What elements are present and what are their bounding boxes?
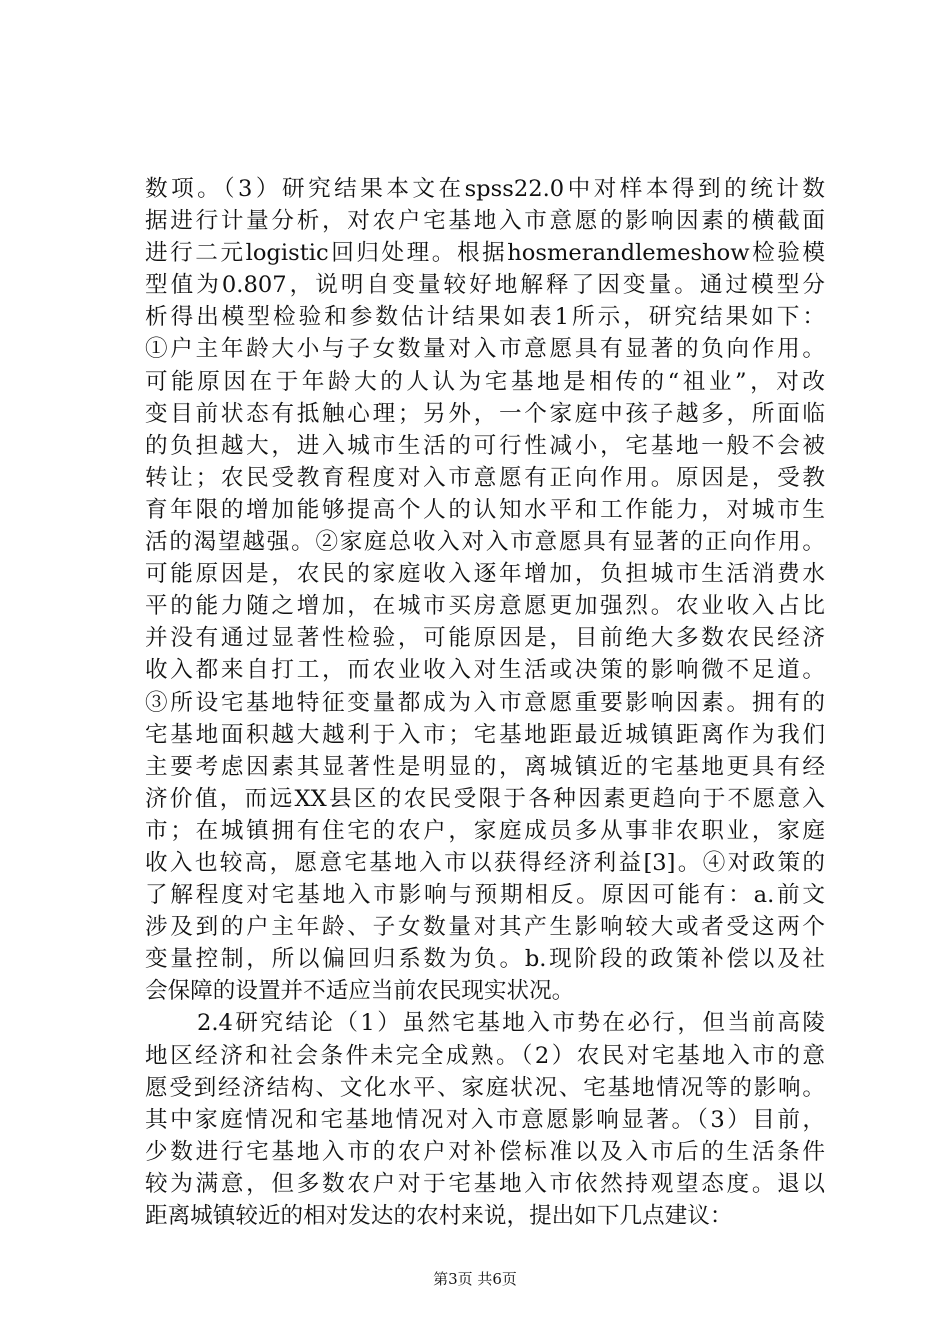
text-line: 进行二元logistic回归处理。根据hosmerandlemeshow检验模 [145,240,825,267]
text-line: 平的能力随之增加，在城市买房意愿更加强烈。农业收入占比 [145,593,825,620]
text-line: 愿受到经济结构、文化水平、家庭状况、宅基地情况等的影响。 [145,1074,825,1101]
text-line: 涉及到的户主年龄、子女数量对其产生影响较大或者受这两个 [145,914,825,941]
text-line: 数项。（3）研究结果本文在spss22.0中对样本得到的统计数 [145,176,825,202]
text-line: 市；在城镇拥有住宅的农户，家庭成员多从事非农职业，家庭 [145,817,825,844]
text-line: 其中家庭情况和宅基地情况对入市意愿影响显著。（3）目前， [145,1106,825,1133]
text-line: 析得出模型检验和参数估计结果如表1所示，研究结果如下： [145,304,825,331]
text-line: 少数进行宅基地入市的农户对补偿标准以及入市后的生活条件 [145,1138,825,1165]
text-line: 宅基地面积越大越利于入市；宅基地距最近城镇距离作为我们 [145,721,825,748]
text-line: 可能原因是，农民的家庭收入逐年增加，负担城市生活消费水 [145,561,825,588]
body-text [145,173,825,1232]
page-footer [0,1268,950,1289]
text-line: 并没有通过显著性检验，可能原因是，目前绝大多数农民经济 [145,625,825,652]
text-line: 了解程度对宅基地入市影响与预期相反。原因可能有：a.前文 [145,882,825,909]
text-line: 育年限的增加能够提高个人的认知水平和工作能力，对城市生 [145,496,825,523]
text-line: 转让；农民受教育程度对入市意愿有正向作用。原因是，受教 [145,464,825,491]
page-number: 第3页 共6页 [433,1270,517,1288]
text-line: 变目前状态有抵触心理；另外，一个家庭中孩子越多，所面临 [145,400,825,427]
text-line: 收入都来自打工，而农业收入对生活或决策的影响微不足道。 [145,657,825,684]
text-line: 距离城镇较近的相对发达的农村来说，提出如下几点建议： [145,1203,733,1229]
text-line: 据进行计量分析，对农户宅基地入市意愿的影响因素的横截面 [145,208,825,235]
section-heading-line: 2.4研究结论（1）虽然宅基地入市势在必行，但当前高陵 [197,1010,825,1037]
text-line: 收入也较高，愿意宅基地入市以获得经济利益[3]。④对政策的 [145,849,825,876]
text-line: 的负担越大，进入城市生活的可行性减小，宅基地一般不会被 [145,432,825,459]
text-line: 地区经济和社会条件未完全成熟。（2）农民对宅基地入市的意 [145,1042,825,1069]
text-line: 活的渴望越强。②家庭总收入对入市意愿具有显著的正向作用。 [145,529,825,556]
text-line: 型值为0.807，说明自变量较好地解释了因变量。通过模型分 [145,272,825,299]
text-line: 变量控制，所以偏回归系数为负。b.现阶段的政策补偿以及社 [145,946,825,973]
text-line: 较为满意，但多数农户对于宅基地入市依然持观望态度。退以 [145,1170,825,1197]
text-line: ③所设宅基地特征变量都成为入市意愿重要影响因素。拥有的 [145,689,825,716]
paragraph-end-line: 会保障的设置并不适应当前农民现实状况。 [145,978,575,1005]
text-line: 主要考虑因素其显著性是明显的，离城镇近的宅基地更具有经 [145,753,825,780]
text-line: ①户主年龄大小与子女数量对入市意愿具有显著的负向作用。 [145,336,825,363]
text-line: 济价值，而远XX县区的农民受限于各种因素更趋向于不愿意入 [145,785,825,812]
text-line: 可能原因在于年龄大的人认为宅基地是相传的“祖业”，对改 [145,368,825,395]
